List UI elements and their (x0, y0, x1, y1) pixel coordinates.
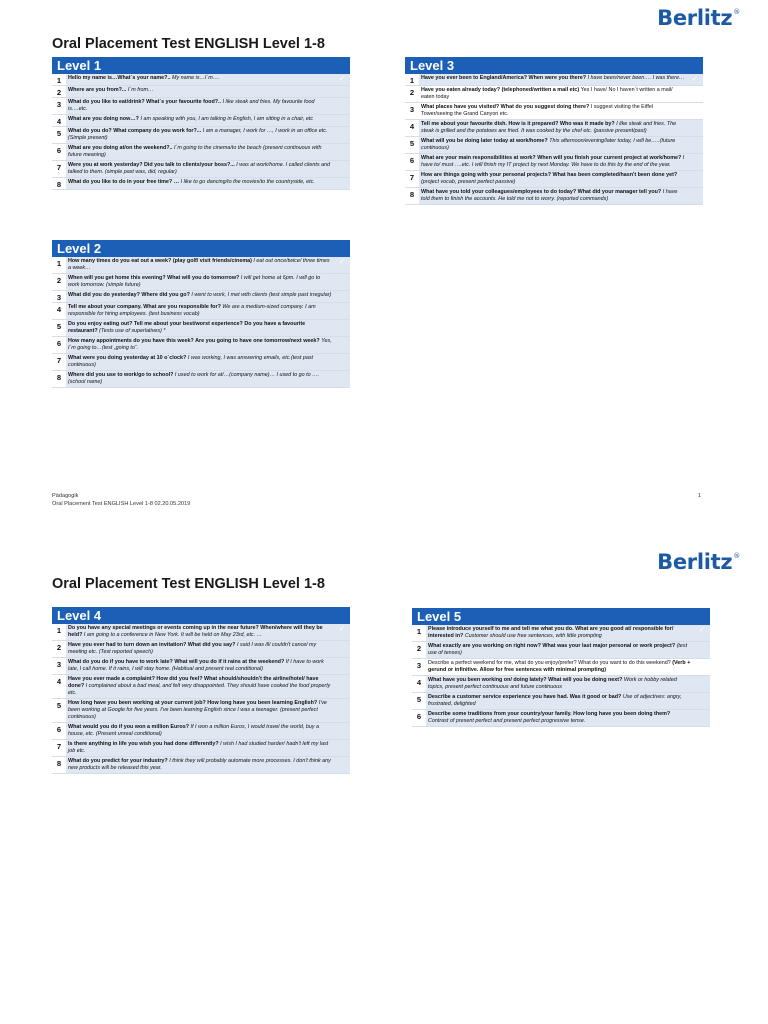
question-row (52, 624, 350, 641)
question-text (66, 624, 334, 640)
check-icon (334, 320, 350, 336)
question-row (412, 642, 710, 659)
answer-hint: Yes, I´m going to…(test „going to“. (68, 338, 332, 351)
question-text (66, 115, 334, 126)
question-text (419, 103, 687, 119)
answer-hint: If I have to work late, I call home. If it rains, I will stay home. (Habitual and present real conditional) (68, 659, 324, 672)
question-number: 3 (56, 100, 62, 109)
question-text (66, 675, 334, 698)
question-row (52, 699, 350, 723)
question-text (419, 120, 687, 136)
check-icon (334, 161, 350, 177)
check-icon: ✓ (334, 257, 350, 273)
check-icon (334, 115, 350, 126)
question: What will you be doing later today at work/home? (421, 138, 548, 144)
check-icon (334, 641, 350, 657)
check-icon (687, 120, 703, 136)
check-icon (334, 740, 350, 756)
answer-hint: I said I was ill/ couldn't cancel my meeting etc. (Test reported speech) (68, 642, 317, 655)
question-row (52, 127, 350, 144)
check-icon (334, 337, 350, 353)
question-text (66, 757, 334, 773)
answer-hint: I suggest visiting the Eiffel Tower/seeing the Grand Canyon etc. (421, 104, 654, 117)
question-row (52, 291, 350, 303)
question-number: 5 (56, 701, 62, 710)
question-number: 2 (409, 88, 415, 97)
question-text (66, 740, 334, 756)
question-number: 7 (56, 163, 62, 172)
question-number: 4 (56, 305, 62, 314)
answer-hint: I am going to a conference in New York. It will be held on May 23rd, etc. … (83, 632, 263, 638)
question-row (405, 188, 703, 205)
check-icon (334, 675, 350, 698)
question: How are things going with your personal projects? What has been completed/hasn't been done yet? (421, 172, 678, 178)
question-number: 6 (416, 712, 422, 721)
question-row (405, 74, 703, 86)
question-text (66, 274, 334, 290)
answer-hint: I´m going to the cinema/to the beach (present continuous with future meaning) (68, 145, 322, 158)
level-1-heading: Level 1 (52, 57, 350, 74)
question-row (405, 120, 703, 137)
question-text (66, 144, 334, 160)
question: What did you do yesterday? Where did you go? (68, 292, 190, 298)
question-text (66, 320, 334, 336)
question-number: 6 (409, 156, 415, 165)
question-number: 6 (56, 146, 62, 155)
question-number: 8 (56, 180, 62, 189)
question: Do you have any special meetings or events coming up in the near future? When/where will they be held? (68, 625, 323, 638)
check-icon (334, 658, 350, 674)
question-row (52, 115, 350, 127)
instruction-note: (Verb + gerund or infinitive. Allow for free sentences with minimal prompting) (428, 660, 691, 673)
question-text (66, 303, 334, 319)
answer-hint: I've been working at Google for five years. I've been learning English since I was a teenager. (present perfect continuous) (68, 700, 327, 720)
question: Where are you from?... (68, 87, 127, 93)
question-text (426, 642, 694, 658)
question-row (405, 154, 703, 171)
question: Have you ever been to England/America? When were you there? (421, 75, 587, 81)
question: What do you do if you have to work late? What will you do if it rains at the weekend? (68, 659, 285, 665)
question-text (426, 676, 694, 692)
check-icon (687, 103, 703, 119)
question-number: 4 (56, 117, 62, 126)
question-number: 4 (409, 122, 415, 131)
check-icon (334, 291, 350, 302)
answer-hint: (test use of tenses) (428, 643, 688, 656)
question-text (66, 658, 334, 674)
question-row (52, 303, 350, 320)
question-row (52, 641, 350, 658)
check-icon (334, 371, 350, 387)
question-row (52, 675, 350, 699)
answer-hint: Contrast of present perfect and present perfect progressive tense. (428, 718, 586, 724)
level-5-heading: Level 5 (412, 608, 710, 625)
footer-department: Pädagogik (52, 493, 79, 499)
answer-hint: (project vocab, present perfect passive) (421, 179, 516, 185)
check-icon (687, 188, 703, 204)
question-number: 2 (56, 88, 62, 97)
question: What have you been working on/ doing lately? What will you be doing next? (428, 677, 623, 683)
question: Were you at work yesterday? Did you talk to clients/your boss?... (68, 162, 235, 168)
question-number: 5 (416, 695, 422, 704)
check-icon: ✓ (694, 625, 710, 641)
check-icon (694, 710, 710, 726)
answer-hint: I went to work, I met with clients (test simple past irregular) (191, 292, 332, 298)
question-row (412, 693, 710, 710)
question-number: 7 (56, 356, 62, 365)
question: What have you told your colleagues/employees to do today? What did your manager tell you? (421, 189, 662, 195)
answer-hint: I think they will probably automate more processes. I don't think any new products will be released this year. (68, 758, 331, 771)
question-row (52, 74, 350, 86)
question-text (419, 137, 687, 153)
question: Describe a customer service experience you have had. Was it good or bad? (428, 694, 622, 700)
level-2-heading: Level 2 (52, 240, 350, 257)
answer-hint: I like steak and fries. My favourite food is….etc. (68, 99, 315, 112)
answer-hint: I have told them to finish the accounts. He told me not to worry. (reported commands) (421, 189, 678, 202)
question: Is there anything in life you wish you had done differently? (68, 741, 219, 747)
answer-hint: (Tests use of superlatives) * (99, 328, 166, 334)
question-text (419, 171, 687, 187)
question: Have you ever had to turn down an invitation? What did you say? (68, 642, 236, 648)
question-text (66, 98, 334, 114)
answer-hint: I complained about a bad meal, and felt very disappointed. They should have cooked the food properly etc. (68, 683, 331, 696)
answer-hint: I was at work/home. I called clients and talked to them. (simple past was, did, regular) (68, 162, 331, 175)
answer-hint: I eat out once/twice/ three times a week… (68, 258, 330, 271)
question-number: 1 (56, 76, 62, 85)
question-row (52, 337, 350, 354)
answer-hint: We are a medium-sized company. I am responsible for hiring employees. (test business vocab) (68, 304, 316, 317)
question-text (426, 625, 694, 641)
level-2-section (52, 240, 350, 388)
question-number: 7 (409, 173, 415, 182)
answer-hint: I´m from… (127, 87, 154, 93)
question-row (52, 257, 350, 274)
question-number: 3 (416, 661, 422, 670)
level-3-section (405, 57, 703, 205)
question-row (52, 86, 350, 98)
page-number: 1 (697, 493, 701, 499)
question-text (66, 723, 334, 739)
question-number: 3 (56, 660, 62, 669)
question-number: 2 (56, 643, 62, 652)
question-row (52, 658, 350, 675)
question-row (52, 320, 350, 337)
check-icon (334, 723, 350, 739)
question: What places have you visited? What do you suggest doing there? (421, 104, 590, 110)
check-icon (694, 693, 710, 709)
question: What are you doing at/on the weekend?.. (68, 145, 173, 151)
check-icon (334, 303, 350, 319)
answer-hint: I am a manager, I work for …, I work in an office etc.(Simple present) (68, 128, 328, 141)
level-4-heading: Level 4 (52, 607, 350, 624)
question-number: 6 (56, 339, 62, 348)
answer-hint: I wish I had studied harder/ hadn't left my last job etc. (68, 741, 329, 754)
question-text (66, 178, 334, 189)
question-text (66, 161, 334, 177)
question-number: 4 (56, 677, 62, 686)
question-row (412, 710, 710, 727)
answer-hint: Customer should use free sentences, with little prompting (464, 633, 602, 639)
question-text (426, 710, 694, 726)
answer-hint: I have to/ must ….etc. I will finish my IT project by next Monday. We have to do this by the end of the year. (421, 155, 685, 168)
question-row (412, 625, 710, 642)
check-icon (334, 354, 350, 370)
question-text (419, 86, 687, 102)
question-number: 6 (56, 725, 62, 734)
footer (52, 492, 190, 508)
answer-hint: My name is…I´m…. (171, 75, 220, 81)
question-text (66, 337, 334, 353)
question-text (419, 154, 687, 170)
answer-hint: I like to go dancing/to the movies/to the countryside, etc. (180, 179, 315, 185)
question-text (66, 699, 334, 722)
question-number: 5 (56, 322, 62, 331)
check-icon (334, 98, 350, 114)
question: Where did you use to work/go to school? (68, 372, 174, 378)
answer-hint: Use of adjectives: angry, frustrated, delighted (428, 694, 682, 707)
question: How many appointments do you have this week? Are you going to have one tomorrow/next week? (68, 338, 320, 344)
question-number: 3 (409, 105, 415, 114)
question-number: 8 (56, 373, 62, 382)
question-row (405, 171, 703, 188)
question-text (66, 641, 334, 657)
question-row (405, 137, 703, 154)
check-icon (687, 154, 703, 170)
question-number: 1 (409, 76, 415, 85)
check-icon (334, 178, 350, 189)
question-text (66, 74, 334, 85)
question-text (426, 693, 694, 709)
question: What are your main responsibilities at work? When will you finish your current project at work/home? (421, 155, 682, 161)
question-number: 8 (409, 190, 415, 199)
question: Have you eaten already today? (telephoned/written a mail etc) (421, 87, 580, 93)
level-1-section (52, 57, 350, 190)
question-row (412, 659, 710, 676)
question-number: 3 (56, 293, 62, 302)
footer-document: Oral Placement Test ENGLISH Level 1-8 02.20.05.2019 (52, 501, 191, 507)
question-number: 2 (56, 276, 62, 285)
question-row (52, 723, 350, 740)
check-icon (334, 86, 350, 97)
question-row (52, 354, 350, 371)
level-4-section (52, 607, 350, 774)
question-number: 2 (416, 644, 422, 653)
question-row (405, 103, 703, 120)
question: What exactly are you working on right now? What was your last major personal or work project? (428, 643, 676, 649)
question-text (66, 86, 334, 97)
check-icon: ✓ (687, 74, 703, 85)
check-icon (694, 642, 710, 658)
question-row (52, 161, 350, 178)
question-row (412, 676, 710, 693)
question-number: 7 (56, 742, 62, 751)
answer-hint: Describe a perfect weekend for me, what do you enjoy/prefer? What do you want to do this weekend? (428, 660, 671, 666)
answer-hint: I have been/never been…. I was there… (587, 75, 685, 81)
question: Tell me about your favourite dish. How is it prepared? Who was it made by? (421, 121, 615, 127)
check-icon (694, 659, 710, 675)
question-text (66, 371, 334, 387)
question-text (419, 188, 687, 204)
check-icon (334, 274, 350, 290)
question-text (426, 659, 694, 675)
answer-hint: This afternoon/evening/later today, I will be…..(future continuous) (421, 138, 676, 151)
question-text (66, 291, 334, 302)
answer-hint: I like steak and fries. The steak is grilled and the potatoes are fried. It was cooked by the chef etc. (passive present/past) (421, 121, 677, 134)
berlitz-logo: Berlitz® (657, 550, 740, 574)
answer-hint: I will get home at 6pm. I will go to work tomorrow. (simple future) (68, 275, 321, 288)
question: Please introduce yourself to me and tell me what you do. What are you good at/ responsible for/ interested in? (428, 626, 674, 639)
question: Have you ever made a complaint? How did you feel? What should/shouldn't the airline/hotel/ have done? (68, 676, 319, 689)
question: When will you get home this evening? What will you do tomorrow? (68, 275, 240, 281)
question-row (52, 740, 350, 757)
question: What do you like to do in your free time? … (68, 179, 180, 185)
level-5-section (412, 608, 710, 727)
question-number: 1 (416, 627, 422, 636)
check-icon (687, 171, 703, 187)
question: What are you doing now…? (68, 116, 139, 122)
question-text (419, 74, 687, 85)
answer-hint: I am speaking with you, I am talking in English, I am sitting in a chair, etc (140, 116, 314, 122)
check-icon: ✓ (334, 624, 350, 640)
question: What would you do if you won a million Euros? (68, 724, 189, 730)
answer-hint: I was working, I was answering emails, etc.(test past continuous) (68, 355, 314, 368)
question: What do you like to eat/drink? What´s your favourite food?.. (68, 99, 222, 105)
answer-hint: Work or hobby related topics, present perfect continuous and future continuous (428, 677, 677, 690)
question-number: 1 (56, 626, 62, 635)
question-number: 8 (56, 759, 62, 768)
question-text (66, 127, 334, 143)
question: Describe some traditions from your country/your family. How long have you been doing them? (428, 711, 671, 717)
check-icon (334, 127, 350, 143)
check-icon (694, 676, 710, 692)
page-title: Oral Placement Test ENGLISH Level 1-8 (52, 576, 325, 592)
check-icon (334, 757, 350, 773)
check-icon (334, 699, 350, 722)
question-text (66, 257, 334, 273)
question-row (52, 757, 350, 774)
question-row (405, 86, 703, 103)
answer-hint: I used to work for at/…(company name)… I used to go to ….(school name) (68, 372, 320, 385)
check-icon (687, 86, 703, 102)
level-3-heading: Level 3 (405, 57, 703, 74)
check-icon: ✓ (334, 74, 350, 85)
question: How long have you been working at your current job? How long have you been learning English? (68, 700, 318, 706)
question-row (52, 371, 350, 388)
question-row (52, 98, 350, 115)
question-text (66, 354, 334, 370)
question: Hello my name is…What´s your name?.. (68, 75, 171, 81)
question-number: 4 (416, 678, 422, 687)
check-icon (687, 137, 703, 153)
question-number: 5 (409, 139, 415, 148)
answer-hint: If I won a million Euros, I would travel the world, buy a house, etc. (Present unreal conditional) (68, 724, 320, 737)
question: Tell me about your company. What are you responsible for? (68, 304, 221, 310)
question: What do you predict for your industry? (68, 758, 168, 764)
answer-hint: Yes I have/ No I haven´t written a mail/ eaten today (421, 87, 673, 100)
check-icon (334, 144, 350, 160)
question-row (52, 178, 350, 190)
berlitz-logo: Berlitz® (657, 6, 740, 30)
question: Do you enjoy eating out? Tell me about your best/worst experience? Do you have a favourite restaurant? (68, 321, 306, 334)
question: What were you doing yesterday at 10 o´clock? (68, 355, 187, 361)
question: How many times do you eat out a week? (play golf/ visit friends/cinema) (68, 258, 252, 264)
question-number: 1 (56, 259, 62, 268)
question-row (52, 144, 350, 161)
page-title: Oral Placement Test ENGLISH Level 1-8 (52, 36, 325, 52)
question-number: 5 (56, 129, 62, 138)
question: What do you do? What company do you work for?... (68, 128, 202, 134)
page-2 (0, 512, 768, 1024)
question-row (52, 274, 350, 291)
